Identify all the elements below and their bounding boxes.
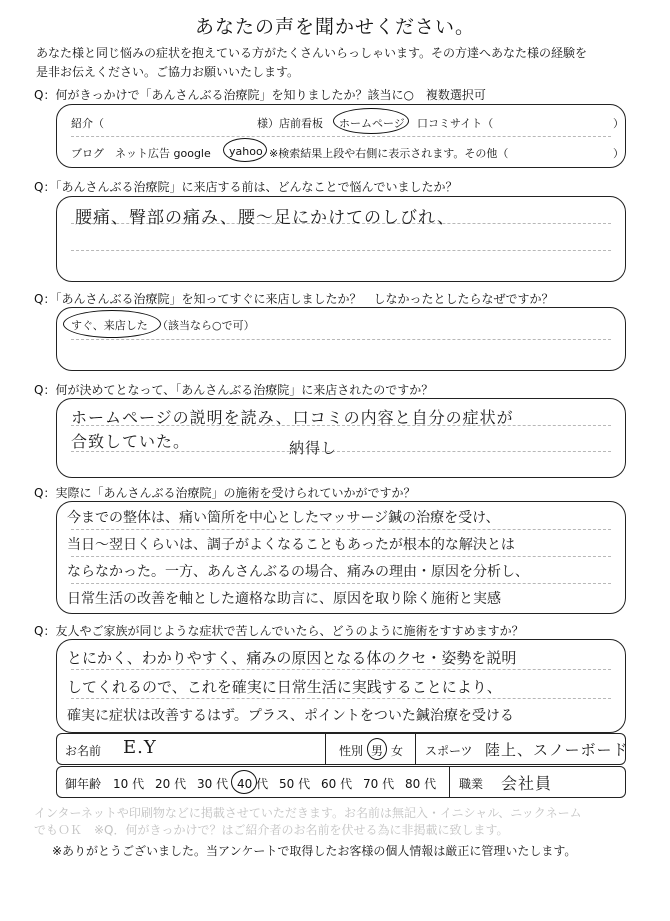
age-option: 30 代 bbox=[197, 777, 229, 791]
q5-handwritten-line-1: 今までの整体は、痛い箇所を中心としたマッサージ鍼の治療を受け、 bbox=[67, 510, 500, 526]
q1-option-review-site: 口コミサイト（ bbox=[417, 117, 494, 130]
sports-label: スポーツ bbox=[425, 744, 473, 758]
q1-option-homepage: ホームページ bbox=[339, 117, 405, 130]
age-option-selected: 40 代 bbox=[237, 777, 269, 791]
q6-handwritten-line-1: とにかく、わかりやすく、痛みの原因となる体のクセ・姿勢を説明 bbox=[67, 649, 517, 667]
gender-male-circle bbox=[367, 738, 387, 760]
q1-option-signboard: 様）店前看板 bbox=[257, 117, 323, 130]
profile-divider bbox=[415, 734, 416, 764]
q6-handwritten-line-3: 確実に症状は改善するはず。プラス、ポイントをついた鍼治療を受ける bbox=[67, 708, 514, 724]
q5-ruled-line bbox=[71, 556, 611, 557]
profile-row-2 bbox=[56, 766, 626, 798]
q5-answer-box bbox=[56, 501, 626, 614]
q1-yahoo-circle bbox=[223, 138, 267, 162]
q3-ruled-line bbox=[71, 339, 611, 340]
profile-divider bbox=[449, 767, 450, 797]
intro-text bbox=[36, 44, 646, 82]
gender-male: 男 bbox=[371, 744, 384, 758]
q2-handwritten-answer: 腰痛、臀部の痛み、腰～足にかけてのしびれ、 bbox=[75, 208, 456, 228]
q2-ruled-line bbox=[71, 250, 611, 251]
job-label: 職業 bbox=[459, 777, 484, 791]
profile-divider bbox=[325, 734, 326, 764]
profile-row-1 bbox=[56, 733, 629, 765]
age-option: 70 代 bbox=[363, 777, 395, 791]
name-value: E.Y bbox=[123, 737, 157, 758]
q6-ruled-line bbox=[71, 669, 611, 670]
age-option: 50 代 bbox=[279, 777, 311, 791]
age-option: 10 代 bbox=[113, 777, 145, 791]
q3-note: （該当なら○で可） bbox=[157, 319, 255, 332]
job-value: 会社員 bbox=[501, 774, 553, 793]
q1-homepage-circle bbox=[333, 108, 409, 134]
gender-label: 性別 bbox=[339, 744, 364, 758]
age-option: 60 代 bbox=[321, 777, 353, 791]
q4-inserted-word: 納得し bbox=[289, 439, 338, 457]
footer-gray-line-2: でもＯＫ ※Q．何がきっかけで？はご紹介者のお名前を伏せる為に非掲載に致します。 bbox=[34, 823, 509, 837]
q6-question: Q：友人やご家族が同じような症状で苦しんでいたら、どうのように施術をすすめますか？ bbox=[34, 624, 524, 638]
q1-option-yahoo: yahoo bbox=[229, 145, 263, 158]
q5-ruled-line bbox=[71, 529, 611, 530]
q4-handwritten-line-1: ホームページの説明を読み、口コミの内容と自分の症状が bbox=[71, 408, 514, 427]
q6-ruled-line bbox=[71, 698, 611, 699]
age-option: 80 代 bbox=[405, 777, 437, 791]
q4-handwritten-line-2: 合致していた。 bbox=[71, 432, 191, 451]
q5-ruled-line bbox=[71, 583, 611, 584]
intro-line-1: あなた様と同じ悩みの症状を抱えている方がたくさんいらっしゃいます。その方達へあなた様の経験を bbox=[36, 46, 588, 60]
q3-circled-option: すぐ、来店した bbox=[71, 319, 148, 332]
q4-answer-box bbox=[56, 398, 626, 478]
q1-question: Q：何がきっかけで「あんさんぶる治療院」を知りましたか？該当に○ 複数選択可 bbox=[34, 88, 486, 102]
q1-paren-close-2: ） bbox=[613, 147, 624, 160]
q1-option-referral: 紹介（ bbox=[71, 117, 104, 130]
q2-answer-box bbox=[56, 196, 626, 282]
q1-search-note: ※検索結果上段や右側に表示されます。その他（ bbox=[269, 147, 509, 160]
footer-publish-note bbox=[34, 804, 654, 838]
intro-line-2: 是非お伝えください。ご協力お願いいたします。 bbox=[36, 65, 300, 79]
sports-value: 陸上、スノーボード bbox=[485, 741, 629, 759]
age-label: 御年齢 bbox=[65, 777, 102, 791]
age-option: 20 代 bbox=[155, 777, 187, 791]
q3-question: Q：「あんさんぶる治療院」を知ってすぐに来店しましたか？ しなかったとしたらなぜですか？ bbox=[34, 292, 554, 306]
q3-option-circle bbox=[63, 310, 161, 338]
q4-question: Q：何が決めてとなって、「あんさんぶる治療院」に来店されたのですか？ bbox=[34, 383, 434, 397]
q5-question: Q：実際に「あんさんぶる治療院」の施術を受けられていかがですか？ bbox=[34, 486, 416, 500]
age-40-circle bbox=[231, 770, 257, 794]
q5-handwritten-line-3: ならなかった。一方、あんさんぶるの場合、痛みの理由・原因を分析し、 bbox=[67, 564, 529, 580]
q6-answer-box bbox=[56, 639, 626, 733]
q1-option-blog-ads: ブログ ネット広告 google bbox=[71, 147, 211, 160]
q5-handwritten-line-2: 当日～翌日くらいは、調子がよくなることもあったが根本的な解決とは bbox=[67, 537, 515, 553]
gender-female: 女 bbox=[391, 744, 404, 758]
q6-handwritten-line-2: してくれるので、これを確実に日常生活に実践することにより、 bbox=[67, 678, 502, 696]
q1-paren-close: ） bbox=[613, 117, 624, 130]
page-title: あなたの声を聞かせください。 bbox=[194, 16, 475, 38]
q3-answer-box bbox=[56, 307, 626, 371]
q1-answer-box bbox=[56, 104, 626, 168]
name-label: お名前 bbox=[65, 744, 102, 758]
footer-gray-line-1: インターネットや印刷物などに掲載させていただきます。お名前は無記入・イニシャル、ニックネーム bbox=[34, 806, 582, 820]
q5-handwritten-line-4: 日常生活の改善を軸とした適格な助言に、原因を取り除く施術と実感 bbox=[67, 591, 501, 607]
q2-question: Q：「あんさんぶる治療院」に来店する前は、どんなことで悩んでいましたか？ bbox=[34, 180, 458, 194]
footer-thanks: ※ありがとうございました。当アンケートで取得したお客様の個人情報は厳正に管理いたします。 bbox=[52, 844, 577, 858]
q1-divider bbox=[71, 136, 611, 137]
